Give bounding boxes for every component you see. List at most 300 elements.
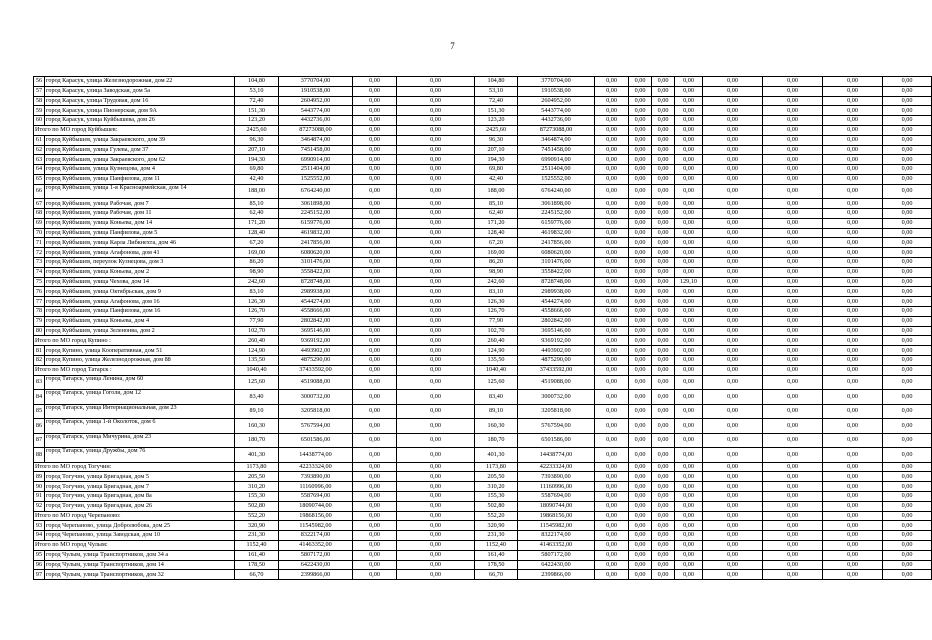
value-cell: 0,00 bbox=[883, 448, 932, 463]
address-cell: город Татарск, улица Дружбы, дом 76 bbox=[45, 448, 235, 463]
value-cell: 0,00 bbox=[675, 96, 703, 106]
value-cell: 0,00 bbox=[763, 570, 823, 580]
value-cell: 0,00 bbox=[675, 248, 703, 258]
value-cell: 0,00 bbox=[675, 448, 703, 463]
value-cell: 0,00 bbox=[883, 145, 932, 155]
value-cell: 0,00 bbox=[883, 277, 932, 287]
table-row bbox=[34, 531, 932, 541]
value-cell: 231,30 bbox=[475, 531, 518, 541]
value-cell: 0,00 bbox=[629, 560, 652, 570]
subtotal-row bbox=[34, 365, 932, 375]
value-cell: 0,00 bbox=[823, 419, 883, 434]
address-cell: город Куйбышев, улица Панфилова, дом 11 bbox=[45, 174, 235, 184]
value-cell: 0,00 bbox=[823, 155, 883, 165]
value-cell: 0,00 bbox=[595, 184, 629, 199]
value-cell: 8728748,00 bbox=[279, 277, 353, 287]
value-cell: 260,40 bbox=[235, 336, 279, 346]
value-cell: 0,00 bbox=[397, 277, 475, 287]
value-cell: 0,00 bbox=[823, 135, 883, 145]
value-cell: 0,00 bbox=[883, 365, 932, 375]
value-cell: 0,00 bbox=[353, 174, 397, 184]
value-cell: 0,00 bbox=[883, 375, 932, 390]
row-number: 89 bbox=[34, 472, 45, 482]
value-cell: 0,00 bbox=[353, 390, 397, 405]
value-cell: 0,00 bbox=[763, 248, 823, 258]
value-cell: 0,00 bbox=[703, 248, 763, 258]
value-cell: 1040,40 bbox=[475, 365, 518, 375]
value-cell: 1152,40 bbox=[235, 540, 279, 550]
value-cell: 77,90 bbox=[235, 316, 279, 326]
value-cell: 0,00 bbox=[652, 472, 675, 482]
value-cell: 0,00 bbox=[703, 404, 763, 419]
value-cell: 0,00 bbox=[763, 116, 823, 126]
value-cell: 0,00 bbox=[675, 511, 703, 521]
value-cell: 5767594,00 bbox=[518, 419, 595, 434]
value-cell: 2604952,00 bbox=[279, 96, 353, 106]
value-cell: 0,00 bbox=[629, 86, 652, 96]
value-cell: 0,00 bbox=[652, 560, 675, 570]
row-number: 59 bbox=[34, 106, 45, 116]
value-cell: 0,00 bbox=[703, 174, 763, 184]
value-cell: 0,00 bbox=[595, 365, 629, 375]
value-cell: 0,00 bbox=[353, 287, 397, 297]
value-cell: 5767594,00 bbox=[279, 419, 353, 434]
value-cell: 0,00 bbox=[763, 404, 823, 419]
value-cell: 0,00 bbox=[652, 448, 675, 463]
value-cell: 96,30 bbox=[475, 135, 518, 145]
subtotal-row bbox=[34, 125, 932, 135]
value-cell: 67,20 bbox=[235, 238, 279, 248]
value-cell: 0,00 bbox=[397, 125, 475, 135]
value-cell: 160,30 bbox=[475, 419, 518, 434]
row-number: 66 bbox=[34, 184, 45, 199]
value-cell: 0,00 bbox=[703, 560, 763, 570]
value-cell: 0,00 bbox=[883, 218, 932, 228]
table-row bbox=[34, 448, 932, 463]
value-cell: 0,00 bbox=[883, 238, 932, 248]
value-cell: 0,00 bbox=[763, 307, 823, 317]
value-cell: 0,00 bbox=[823, 267, 883, 277]
value-cell: 3205818,00 bbox=[518, 404, 595, 419]
value-cell: 0,00 bbox=[703, 390, 763, 405]
value-cell: 0,00 bbox=[883, 346, 932, 356]
value-cell: 7393890,00 bbox=[279, 472, 353, 482]
value-cell: 0,00 bbox=[397, 199, 475, 209]
value-cell: 0,00 bbox=[353, 238, 397, 248]
value-cell: 9369192,00 bbox=[518, 336, 595, 346]
value-cell: 0,00 bbox=[595, 228, 629, 238]
value-cell: 0,00 bbox=[675, 86, 703, 96]
value-cell: 128,40 bbox=[235, 228, 279, 238]
value-cell: 0,00 bbox=[595, 174, 629, 184]
value-cell: 42,40 bbox=[235, 174, 279, 184]
value-cell: 0,00 bbox=[353, 550, 397, 560]
value-cell: 0,00 bbox=[595, 501, 629, 511]
table-row bbox=[34, 433, 932, 448]
value-cell: 0,00 bbox=[823, 390, 883, 405]
value-cell: 0,00 bbox=[703, 316, 763, 326]
value-cell: 205,50 bbox=[475, 472, 518, 482]
value-cell: 4544274,00 bbox=[518, 297, 595, 307]
value-cell: 0,00 bbox=[629, 419, 652, 434]
value-cell: 0,00 bbox=[595, 155, 629, 165]
value-cell: 0,00 bbox=[652, 184, 675, 199]
value-cell: 0,00 bbox=[353, 155, 397, 165]
table-row bbox=[34, 238, 932, 248]
value-cell: 0,00 bbox=[675, 145, 703, 155]
value-cell: 3770704,00 bbox=[518, 77, 595, 87]
value-cell: 0,00 bbox=[652, 419, 675, 434]
value-cell: 0,00 bbox=[629, 96, 652, 106]
value-cell: 0,00 bbox=[763, 125, 823, 135]
value-cell: 0,00 bbox=[675, 77, 703, 87]
value-cell: 0,00 bbox=[397, 287, 475, 297]
value-cell: 242,60 bbox=[235, 277, 279, 287]
value-cell: 0,00 bbox=[397, 258, 475, 268]
value-cell: 0,00 bbox=[629, 501, 652, 511]
value-cell: 0,00 bbox=[652, 531, 675, 541]
value-cell: 0,00 bbox=[763, 267, 823, 277]
value-cell: 0,00 bbox=[703, 96, 763, 106]
value-cell: 0,00 bbox=[703, 199, 763, 209]
value-cell: 7393890,00 bbox=[518, 472, 595, 482]
table-row bbox=[34, 390, 932, 405]
value-cell: 0,00 bbox=[629, 492, 652, 502]
table-row bbox=[34, 199, 932, 209]
value-cell: 0,00 bbox=[675, 297, 703, 307]
value-cell: 4558666,00 bbox=[279, 307, 353, 317]
value-cell: 0,00 bbox=[353, 297, 397, 307]
row-number: 90 bbox=[34, 482, 45, 492]
value-cell: 0,00 bbox=[595, 116, 629, 126]
value-cell: 0,00 bbox=[883, 248, 932, 258]
value-cell: 0,00 bbox=[595, 96, 629, 106]
row-number: 56 bbox=[34, 77, 45, 87]
value-cell: 188,00 bbox=[235, 184, 279, 199]
value-cell: 0,00 bbox=[883, 184, 932, 199]
value-cell: 0,00 bbox=[763, 462, 823, 472]
table-row bbox=[34, 106, 932, 116]
address-cell: город Татарск, улица Гоголя, дом 12 bbox=[45, 390, 235, 405]
value-cell: 0,00 bbox=[652, 326, 675, 336]
value-cell: 42,40 bbox=[475, 174, 518, 184]
value-cell: 0,00 bbox=[397, 511, 475, 521]
value-cell: 0,00 bbox=[763, 492, 823, 502]
row-number: 97 bbox=[34, 570, 45, 580]
value-cell: 0,00 bbox=[652, 218, 675, 228]
value-cell: 0,00 bbox=[763, 419, 823, 434]
value-cell: 0,00 bbox=[883, 419, 932, 434]
address-cell: город Чулым, улица Транспортников, дом 34 а bbox=[45, 550, 235, 560]
value-cell: 0,00 bbox=[675, 390, 703, 405]
subtotal-label: Итого по МО город Купино : bbox=[34, 336, 235, 346]
row-number: 75 bbox=[34, 277, 45, 287]
value-cell: 0,00 bbox=[353, 184, 397, 199]
table-row bbox=[34, 155, 932, 165]
value-cell: 14438774,00 bbox=[279, 448, 353, 463]
value-cell: 0,00 bbox=[823, 511, 883, 521]
value-cell: 0,00 bbox=[883, 96, 932, 106]
row-number: 78 bbox=[34, 307, 45, 317]
row-number: 86 bbox=[34, 419, 45, 434]
value-cell: 4875290,00 bbox=[279, 356, 353, 366]
value-cell: 180,70 bbox=[475, 433, 518, 448]
value-cell: 0,00 bbox=[883, 404, 932, 419]
value-cell: 0,00 bbox=[397, 174, 475, 184]
value-cell: 0,00 bbox=[629, 209, 652, 219]
value-cell: 0,00 bbox=[629, 307, 652, 317]
value-cell: 0,00 bbox=[675, 209, 703, 219]
table-row bbox=[34, 521, 932, 531]
value-cell: 160,30 bbox=[235, 419, 279, 434]
value-cell: 0,00 bbox=[763, 77, 823, 87]
value-cell: 126,30 bbox=[235, 297, 279, 307]
value-cell: 0,00 bbox=[397, 521, 475, 531]
value-cell: 0,00 bbox=[397, 419, 475, 434]
row-number: 69 bbox=[34, 218, 45, 228]
value-cell: 98,90 bbox=[235, 267, 279, 277]
value-cell: 125,60 bbox=[235, 375, 279, 390]
value-cell: 0,00 bbox=[703, 307, 763, 317]
value-cell: 0,00 bbox=[675, 346, 703, 356]
value-cell: 7451458,00 bbox=[518, 145, 595, 155]
value-cell: 0,00 bbox=[883, 135, 932, 145]
value-cell: 0,00 bbox=[595, 77, 629, 87]
value-cell: 0,00 bbox=[629, 287, 652, 297]
value-cell: 3101476,00 bbox=[518, 258, 595, 268]
value-cell: 2604952,00 bbox=[518, 96, 595, 106]
value-cell: 171,20 bbox=[235, 218, 279, 228]
value-cell: 126,70 bbox=[235, 307, 279, 317]
value-cell: 4493902,00 bbox=[518, 346, 595, 356]
value-cell: 0,00 bbox=[652, 155, 675, 165]
value-cell: 0,00 bbox=[652, 199, 675, 209]
value-cell: 0,00 bbox=[703, 511, 763, 521]
value-cell: 0,00 bbox=[629, 482, 652, 492]
value-cell: 0,00 bbox=[883, 560, 932, 570]
value-cell: 0,00 bbox=[595, 521, 629, 531]
value-cell: 0,00 bbox=[353, 96, 397, 106]
value-cell: 5807172,00 bbox=[279, 550, 353, 560]
table-row bbox=[34, 550, 932, 560]
value-cell: 0,00 bbox=[595, 390, 629, 405]
value-cell: 6159776,00 bbox=[279, 218, 353, 228]
subtotal-row bbox=[34, 336, 932, 346]
table-row bbox=[34, 316, 932, 326]
value-cell: 6159776,00 bbox=[518, 218, 595, 228]
value-cell: 0,00 bbox=[763, 336, 823, 346]
address-cell: город Тогучин, улица Бригадная, дом 7 bbox=[45, 482, 235, 492]
value-cell: 161,40 bbox=[235, 550, 279, 560]
value-cell: 0,00 bbox=[652, 165, 675, 175]
value-cell: 0,00 bbox=[353, 86, 397, 96]
address-cell: город Черепаново, улица Заводская, дом 10 bbox=[45, 531, 235, 541]
value-cell: 14438774,00 bbox=[518, 448, 595, 463]
table-row bbox=[34, 96, 932, 106]
value-cell: 0,00 bbox=[703, 155, 763, 165]
value-cell: 2399866,00 bbox=[518, 570, 595, 580]
value-cell: 0,00 bbox=[353, 404, 397, 419]
value-cell: 0,00 bbox=[763, 145, 823, 155]
row-number: 96 bbox=[34, 560, 45, 570]
address-cell: город Тогучин, улица Бригадная, дом 26 bbox=[45, 501, 235, 511]
value-cell: 0,00 bbox=[703, 228, 763, 238]
value-cell: 0,00 bbox=[823, 540, 883, 550]
value-cell: 0,00 bbox=[823, 521, 883, 531]
value-cell: 72,40 bbox=[235, 96, 279, 106]
value-cell: 0,00 bbox=[629, 540, 652, 550]
value-cell: 135,50 bbox=[475, 356, 518, 366]
value-cell: 0,00 bbox=[883, 307, 932, 317]
value-cell: 0,00 bbox=[703, 135, 763, 145]
value-cell: 0,00 bbox=[675, 165, 703, 175]
value-cell: 0,00 bbox=[595, 316, 629, 326]
value-cell: 0,00 bbox=[823, 501, 883, 511]
value-cell: 0,00 bbox=[675, 550, 703, 560]
value-cell: 18090744,00 bbox=[279, 501, 353, 511]
value-cell: 3770704,00 bbox=[279, 77, 353, 87]
value-cell: 0,00 bbox=[703, 77, 763, 87]
value-cell: 0,00 bbox=[675, 106, 703, 116]
value-cell: 0,00 bbox=[652, 501, 675, 511]
value-cell: 0,00 bbox=[397, 184, 475, 199]
value-cell: 0,00 bbox=[823, 336, 883, 346]
value-cell: 0,00 bbox=[595, 492, 629, 502]
value-cell: 0,00 bbox=[652, 287, 675, 297]
row-number: 84 bbox=[34, 390, 45, 405]
value-cell: 0,00 bbox=[652, 307, 675, 317]
value-cell: 0,00 bbox=[823, 184, 883, 199]
value-cell: 0,00 bbox=[823, 228, 883, 238]
value-cell: 0,00 bbox=[595, 135, 629, 145]
value-cell: 0,00 bbox=[595, 336, 629, 346]
value-cell: 69,80 bbox=[235, 165, 279, 175]
value-cell: 6764240,00 bbox=[279, 184, 353, 199]
value-cell: 0,00 bbox=[652, 258, 675, 268]
value-cell: 5443774,00 bbox=[518, 106, 595, 116]
value-cell: 0,00 bbox=[675, 316, 703, 326]
value-cell: 0,00 bbox=[883, 199, 932, 209]
value-cell: 0,00 bbox=[763, 511, 823, 521]
value-cell: 552,20 bbox=[235, 511, 279, 521]
value-cell: 0,00 bbox=[703, 238, 763, 248]
subtotal-label: Итого по МО город Черепаново: bbox=[34, 511, 235, 521]
value-cell: 0,00 bbox=[629, 346, 652, 356]
value-cell: 0,00 bbox=[763, 238, 823, 248]
address-cell: город Куйбышев, улица Чехова, дом 14 bbox=[45, 277, 235, 287]
value-cell: 0,00 bbox=[823, 482, 883, 492]
address-cell: город Куйбышев, улица Рабочая, дом 11 bbox=[45, 209, 235, 219]
value-cell: 552,20 bbox=[475, 511, 518, 521]
value-cell: 124,90 bbox=[475, 346, 518, 356]
value-cell: 86,20 bbox=[235, 258, 279, 268]
value-cell: 0,00 bbox=[397, 297, 475, 307]
value-cell: 77,90 bbox=[475, 316, 518, 326]
subtotal-row bbox=[34, 511, 932, 521]
value-cell: 0,00 bbox=[629, 570, 652, 580]
value-cell: 0,00 bbox=[595, 326, 629, 336]
table-row bbox=[34, 165, 932, 175]
value-cell: 9369192,00 bbox=[279, 336, 353, 346]
value-cell: 86,20 bbox=[475, 258, 518, 268]
value-cell: 0,00 bbox=[675, 433, 703, 448]
value-cell: 0,00 bbox=[675, 560, 703, 570]
value-cell: 4519088,00 bbox=[279, 375, 353, 390]
address-cell: город Куйбышев, улица Гулева, дом 37 bbox=[45, 145, 235, 155]
value-cell: 0,00 bbox=[763, 346, 823, 356]
row-number: 81 bbox=[34, 346, 45, 356]
value-cell: 0,00 bbox=[703, 492, 763, 502]
value-cell: 5587694,00 bbox=[279, 492, 353, 502]
value-cell: 19868156,00 bbox=[279, 511, 353, 521]
value-cell: 0,00 bbox=[652, 404, 675, 419]
address-cell: город Куйбышев, улица Коньева, дом 4 bbox=[45, 316, 235, 326]
value-cell: 0,00 bbox=[629, 433, 652, 448]
value-cell: 0,00 bbox=[353, 433, 397, 448]
value-cell: 0,00 bbox=[595, 297, 629, 307]
value-cell: 155,30 bbox=[475, 492, 518, 502]
value-cell: 0,00 bbox=[823, 560, 883, 570]
value-cell: 0,00 bbox=[823, 199, 883, 209]
value-cell: 0,00 bbox=[703, 472, 763, 482]
value-cell: 0,00 bbox=[823, 238, 883, 248]
subtotal-label: Итого по МО город Чулым: bbox=[34, 540, 235, 550]
value-cell: 0,00 bbox=[703, 540, 763, 550]
value-cell: 242,60 bbox=[475, 277, 518, 287]
table-row bbox=[34, 297, 932, 307]
value-cell: 0,00 bbox=[883, 511, 932, 521]
value-cell: 0,00 bbox=[397, 346, 475, 356]
page-number: 7 bbox=[450, 41, 455, 51]
table-row bbox=[34, 277, 932, 287]
value-cell: 4493902,00 bbox=[279, 346, 353, 356]
value-cell: 0,00 bbox=[595, 560, 629, 570]
value-cell: 0,00 bbox=[595, 307, 629, 317]
value-cell: 0,00 bbox=[823, 106, 883, 116]
address-cell: город Черепаново, улица Добролюбова, дом 25 bbox=[45, 521, 235, 531]
value-cell: 0,00 bbox=[763, 472, 823, 482]
value-cell: 0,00 bbox=[353, 106, 397, 116]
value-cell: 205,50 bbox=[235, 472, 279, 482]
value-cell: 0,00 bbox=[883, 86, 932, 96]
value-cell: 0,00 bbox=[353, 316, 397, 326]
value-cell: 0,00 bbox=[883, 106, 932, 116]
value-cell: 0,00 bbox=[763, 375, 823, 390]
value-cell: 0,00 bbox=[397, 165, 475, 175]
value-cell: 2417856,00 bbox=[279, 238, 353, 248]
value-cell: 0,00 bbox=[763, 228, 823, 238]
value-cell: 0,00 bbox=[353, 492, 397, 502]
value-cell: 0,00 bbox=[353, 267, 397, 277]
value-cell: 0,00 bbox=[763, 218, 823, 228]
address-cell: город Куйбышев, улица Закраевского, дом 39 bbox=[45, 135, 235, 145]
value-cell: 0,00 bbox=[353, 356, 397, 366]
value-cell: 0,00 bbox=[703, 326, 763, 336]
value-cell: 4558666,00 bbox=[518, 307, 595, 317]
value-cell: 0,00 bbox=[823, 365, 883, 375]
value-cell: 0,00 bbox=[629, 199, 652, 209]
value-cell: 0,00 bbox=[675, 540, 703, 550]
value-cell: 0,00 bbox=[595, 462, 629, 472]
value-cell: 0,00 bbox=[652, 297, 675, 307]
value-cell: 6501586,00 bbox=[518, 433, 595, 448]
value-cell: 0,00 bbox=[883, 267, 932, 277]
value-cell: 5587694,00 bbox=[518, 492, 595, 502]
value-cell: 1173,80 bbox=[235, 462, 279, 472]
value-cell: 6422430,00 bbox=[518, 560, 595, 570]
value-cell: 169,00 bbox=[235, 248, 279, 258]
value-cell: 89,10 bbox=[235, 404, 279, 419]
